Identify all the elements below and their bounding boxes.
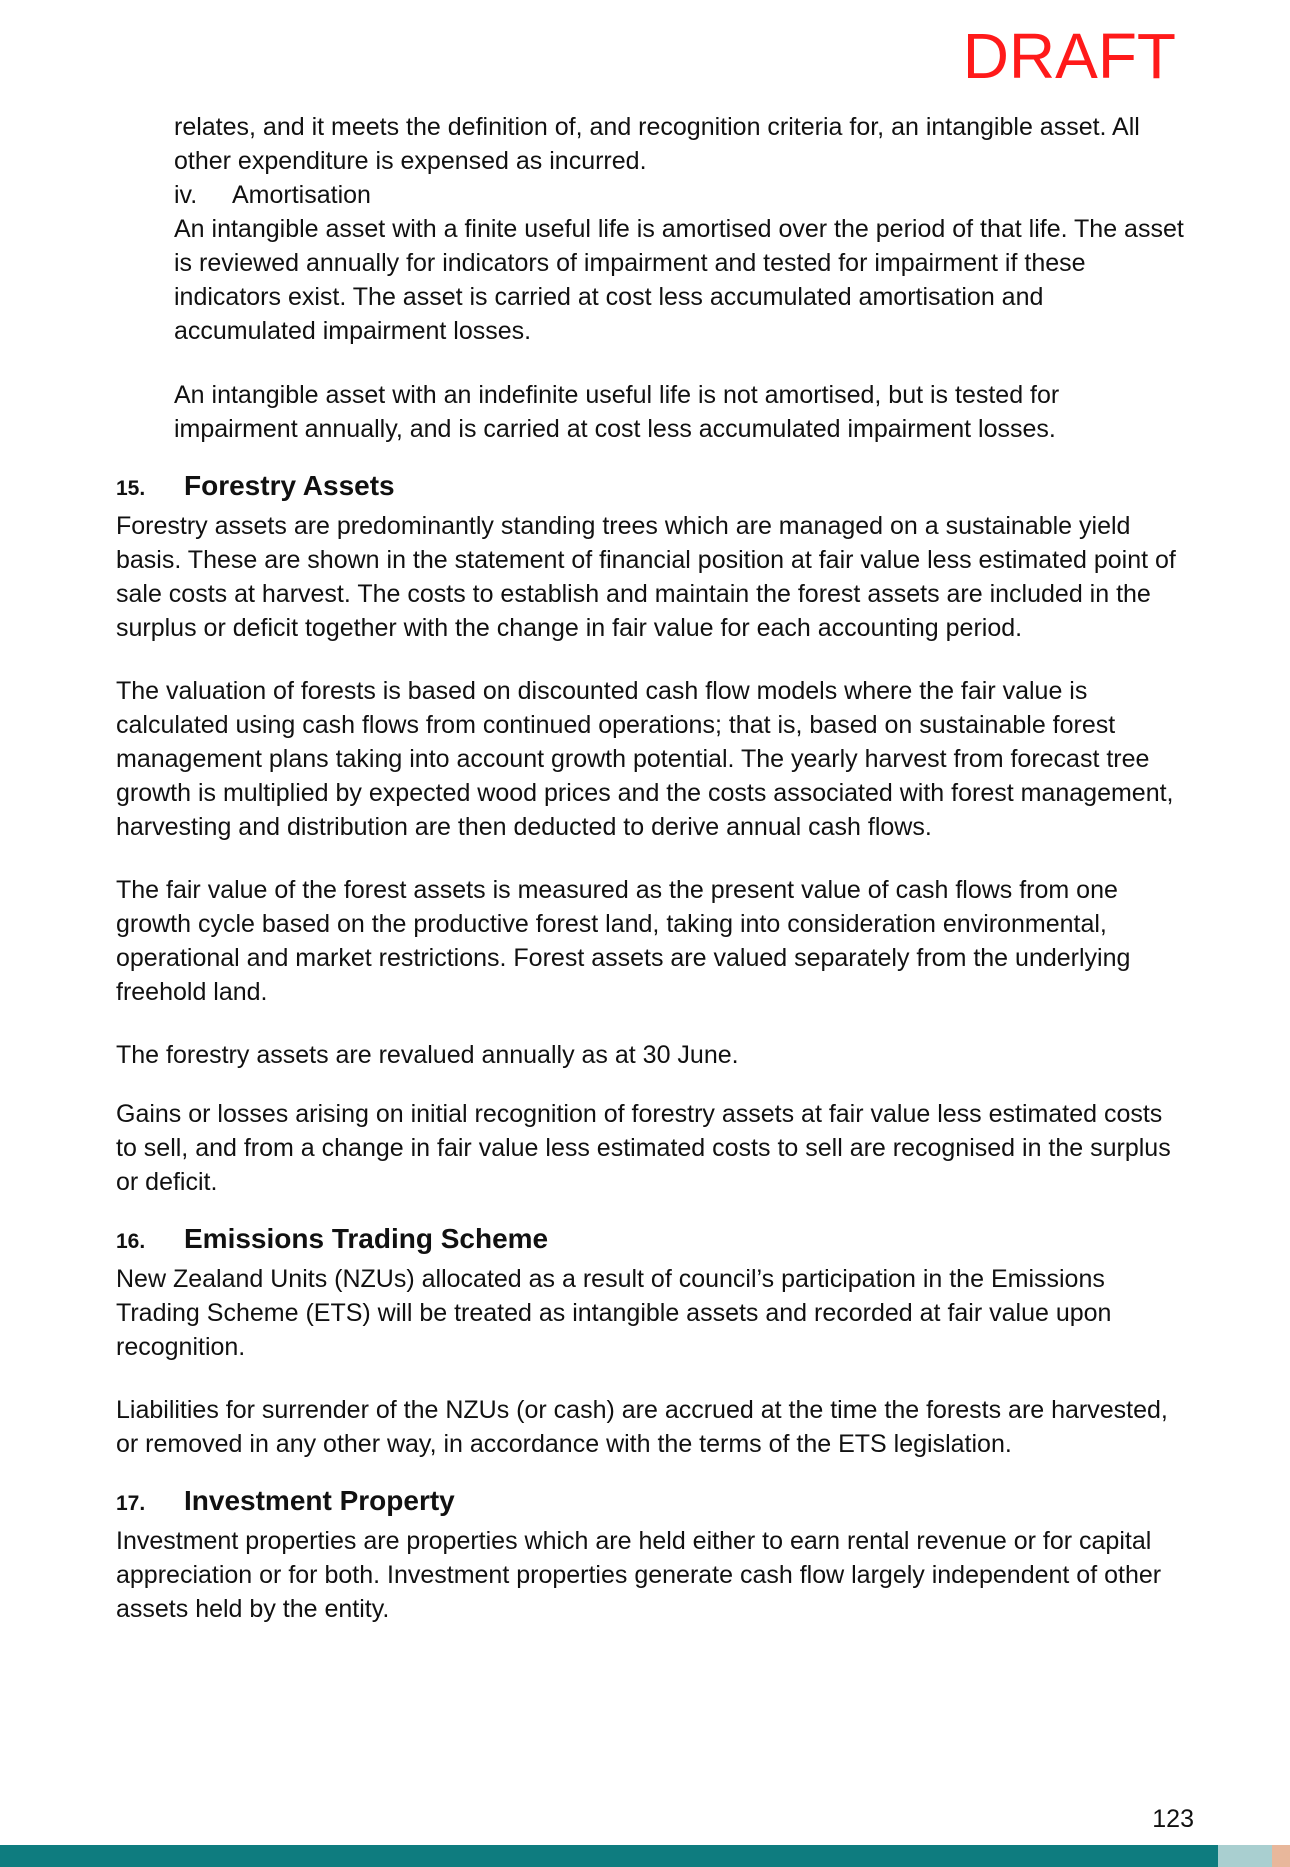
paragraph: Gains or losses arising on initial recognition of forestry assets at fair value less estimated costs to sell, and from a change in fair value less estimated costs to sell are recognised in the surplus or deficit.: [116, 1100, 1171, 1196]
paragraph: Investment properties are properties which are held either to earn rental revenue or for capital appreciation or for both. Investment properties generate cash flow largely independent of other assets held by the entity.: [116, 1527, 1162, 1623]
intangible-assets-continuation: [174, 110, 1186, 446]
draft-watermark: DRAFT: [962, 20, 1176, 92]
section-heading: [116, 470, 1186, 505]
footer-bar-accent: [1272, 1845, 1290, 1867]
paragraph: New Zealand Units (NZUs) allocated as a result of council’s participation in the Emissions Trading Scheme (ETS) will be treated as intangible assets and recorded at fair value upon recognition.: [116, 1265, 1112, 1361]
section-heading: [116, 1485, 1186, 1520]
section-investment-property: [116, 1485, 1186, 1626]
section-number: 17.: [116, 1492, 146, 1515]
section-title: Emissions Trading Scheme: [184, 1223, 549, 1254]
section-title: Investment Property: [184, 1485, 455, 1516]
footer-bar: [0, 1845, 1290, 1867]
page-number: 123: [1152, 1805, 1194, 1833]
footer-bar-main: [0, 1845, 1218, 1867]
section-heading: [116, 1223, 1186, 1258]
section-number: 15.: [116, 477, 146, 500]
amortisation-paragraph-indefinite: An intangible asset with an indefinite useful life is not amortised, but is tested for impairment annually, and is carried at cost less accumulated impairment losses.: [174, 381, 1060, 443]
section-title: Forestry Assets: [184, 470, 395, 501]
paragraph: The valuation of forests is based on discounted cash flow models where the fair value is calculated using cash flows from continued operations; that is, based on sustainable forest management plans taking into account growth potential. The yearly harvest from forecast tree growth is multiplied by expected wood prices and the costs associated with forest management, harvesting and distribution are then deducted to derive annual cash flows.: [116, 677, 1174, 841]
continuation-paragraph: relates, and it meets the definition of, and recognition criteria for, an intangible asset. All other expenditure is expensed as incurred.: [174, 113, 1140, 175]
paragraph: Forestry assets are predominantly standing trees which are managed on a sustainable yield basis. These are shown in the statement of financial position at fair value less estimated point of sale costs at harvest. The costs to establish and maintain the forest assets are included in the surplus or deficit together with the change in fair value for each accounting period.: [116, 512, 1176, 642]
paragraph: The forestry assets are revalued annually as at 30 June.: [116, 1041, 739, 1069]
paragraph: The fair value of the forest assets is measured as the present value of cash flows from one growth cycle based on the productive forest land, taking into consideration environmental, operational and market restrictions. Forest assets are valued separately from the underlying freehold land.: [116, 876, 1131, 1006]
footer-bar-light: [1218, 1845, 1272, 1867]
paragraph: Liabilities for surrender of the NZUs (or cash) are accrued at the time the forests are harvested, or removed in any other way, in accordance with the terms of the ETS legislation.: [116, 1396, 1168, 1458]
section-number: 16.: [116, 1230, 146, 1253]
subsection-number: iv.: [174, 181, 198, 209]
section-forestry-assets: [116, 470, 1186, 1199]
amortisation-paragraph-finite: An intangible asset with a finite useful life is amortised over the period of that life. The asset is reviewed annually for indicators of impairment and tested for impairment if these indicators exist. The asset is carried at cost less accumulated amortisation and accumulated impairment losses.: [174, 215, 1184, 345]
subsection-title: Amortisation: [232, 181, 371, 209]
subsection-heading: [174, 178, 1186, 212]
document-body: [116, 110, 1186, 1626]
section-emissions-trading-scheme: [116, 1223, 1186, 1461]
